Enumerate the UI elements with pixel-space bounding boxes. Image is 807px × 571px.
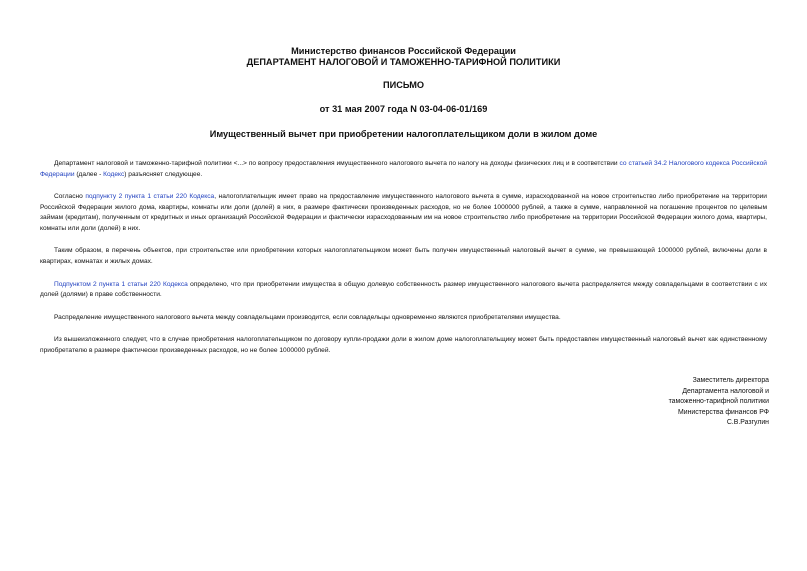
document-title: Имущественный вычет при приобретении налогоплательщиком доли в жилом доме bbox=[209, 129, 598, 139]
letter-body bbox=[40, 159, 767, 369]
paragraph-text: определено, что при приобретении имущества в общую долевую собственность размер имущественного налогового вычета распределяется между совладельцами в соответствии с их долей (долями) в праве собственности. bbox=[40, 280, 767, 299]
signer-position: Заместитель директора bbox=[692, 377, 769, 384]
paragraph-text: Согласно bbox=[54, 193, 86, 201]
paragraph-1 bbox=[40, 159, 767, 180]
signer-department-cont: таможенно-тарифной политики bbox=[668, 398, 769, 405]
letter-header bbox=[0, 46, 807, 115]
document-date-number: от 31 мая 2007 года N 03-04-06-01/169 bbox=[319, 104, 488, 114]
paragraph-text: ) разъясняет следующее. bbox=[124, 170, 203, 178]
code-link[interactable]: Кодекс bbox=[103, 170, 125, 178]
document-type: ПИСЬМО bbox=[382, 80, 425, 90]
article-220-subpoint-link[interactable]: Подпунктом 2 пункта 1 статьи 220 Кодекса bbox=[54, 280, 188, 288]
department-name: ДЕПАРТАМЕНТ НАЛОГОВОЙ И ТАМОЖЕННО-ТАРИФНОЙ ПОЛИТИКИ bbox=[246, 57, 561, 67]
signature-block bbox=[569, 376, 769, 429]
paragraph-text: Таким образом, в перечень объектов, при строительстве или приобретении которых налогоплательщиком может быть получен имущественный налоговый вычет в сумме, не превышающей 1000000 рублей, включены доли в квартирах, комнатах и жилых домах. bbox=[40, 247, 767, 265]
signer-name: С.В.Разгулин bbox=[726, 419, 769, 426]
article-220-link[interactable]: подпункту 2 пункта 1 статьи 220 Кодекса bbox=[85, 193, 215, 201]
signer-ministry: Министерства финансов РФ bbox=[677, 408, 769, 416]
paragraph-4 bbox=[40, 280, 767, 301]
paragraph-3 bbox=[40, 246, 767, 267]
paragraph-text: , налогоплательщик имеет право на предоставление имущественного налогового вычета в сумме, израсходованной на новое строительство либо приобретение на территории Российской Федерации жилого дома, квартиры, комнаты или доли (долей) в них, в размере фактически произведенных расходов, но не более 1000000 рублей, а также в сумме, направленной на погашение процентов по целевым займам (кредитам), полученным от кредитных и иных организаций Российской Федерации и фактически израсходованным им на новое строительство либо приобретение на территории Российской Федерации жилого дома, квартиры, комнаты или доли (долей) в них. bbox=[40, 193, 767, 232]
paragraph-text: (далее - bbox=[74, 170, 104, 178]
paragraph-5 bbox=[40, 313, 767, 324]
paragraph-text: Департамент налоговой и таможенно-тарифной политики <...> по вопросу предоставления имущественного налогового вычета по налогу на доходы физических лиц и в соответствии bbox=[54, 160, 620, 167]
paragraph-2 bbox=[40, 192, 767, 234]
paragraph-6 bbox=[40, 335, 767, 356]
ministry-name: Министерство финансов Российской Федерации bbox=[291, 46, 516, 56]
article-34-2-link[interactable]: со статьей 34.2 Налогового кодекса Российской Федерации bbox=[40, 160, 767, 178]
signer-department: Департамента налоговой и bbox=[682, 387, 769, 395]
paragraph-text: Распределение имущественного налогового вычета между совладельцами производится, если совладельцы одновременно являются приобретателями имущества. bbox=[54, 313, 561, 321]
paragraph-text: Из вышеизложенного следует, что в случае приобретения налогоплательщиком по договору купли-продажи доли в жилом доме налогоплательщику может быть предоставлен имущественный налоговый вычет как единственному приобретателю в размере фактически произведенных расходов, но не более 1000000 рублей. bbox=[40, 336, 767, 354]
